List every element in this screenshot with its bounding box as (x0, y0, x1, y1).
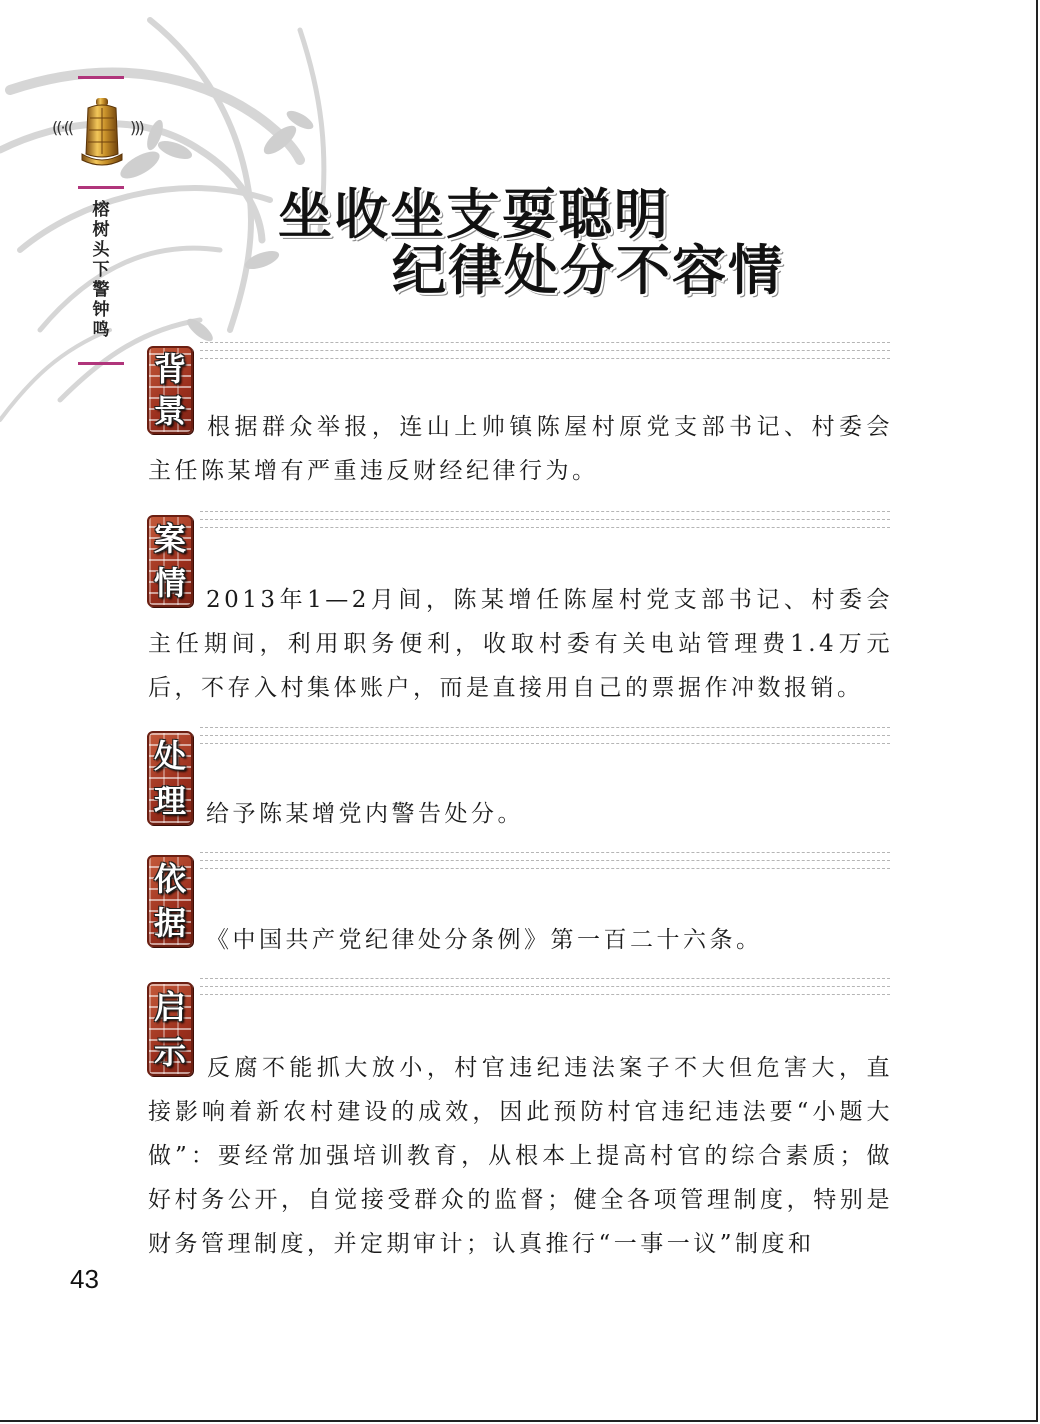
section-text-handling: 给予陈某增党内警告处分。 (206, 801, 524, 827)
section-divider-insight (200, 978, 890, 1002)
badge-char: 背 (153, 350, 186, 388)
badge-char: 景 (153, 392, 186, 430)
badge-char: 依 (153, 860, 186, 898)
bell-icon (78, 96, 126, 168)
sidebar-rule-bottom (78, 362, 124, 365)
sound-wave-left-icon: ((·(( (52, 118, 73, 137)
article-title-line-2: 纪律处分不容情 (392, 239, 784, 302)
section-text-insight: 反腐不能抓大放小，村官违纪违法案子不大但危害大，直接影响着新农村建设的成效，因此预防村官违纪违法要“小题大做”：要经常加强培训教育，从根本上提高村官的综合素质；做好村务公开，自觉接受群众的监督；健全各项管理制度，特别是财务管理制度，并定期审计；认真推行“一事一议”制度和 (148, 1055, 893, 1257)
section-text-background: 根据群众举报，连山上帅镇陈屋村原党支部书记、村委会主任陈某增有严重违反财经纪律行为。 (148, 414, 893, 484)
sound-wave-right-icon: ))) (130, 118, 143, 137)
section-text-case: 2013年1—2月间，陈某增任陈屋村党支部书记、村委会主任期间，利用职务便利，收取村委有关电站管理费1.4万元后，不存入村集体账户，而是直接用自己的票据作冲数报销。 (148, 587, 893, 701)
badge-char: 示 (153, 1032, 186, 1071)
badge-char: 处 (153, 736, 186, 775)
badge-char: 启 (153, 987, 186, 1026)
badge-char: 案 (153, 520, 186, 558)
bell-emblem (50, 92, 150, 172)
section-divider-background (200, 342, 890, 366)
badge-char: 据 (153, 904, 186, 942)
section-divider-case (200, 511, 890, 535)
series-title: 榕树头下警钟鸣 (92, 200, 110, 340)
section-divider-handling (200, 727, 890, 751)
section-divider-basis (200, 852, 890, 876)
section-text-basis: 《中国共产党纪律处分条例》第一百二十六条。 (206, 927, 763, 953)
article-title-line-1: 坐收坐支耍聪明 (278, 183, 670, 246)
badge-char: 理 (153, 781, 186, 820)
sidebar-rule-middle (78, 186, 124, 189)
page-number: 43 (70, 1264, 99, 1294)
badge-char: 情 (153, 564, 186, 602)
sidebar-rule-top (78, 76, 124, 79)
